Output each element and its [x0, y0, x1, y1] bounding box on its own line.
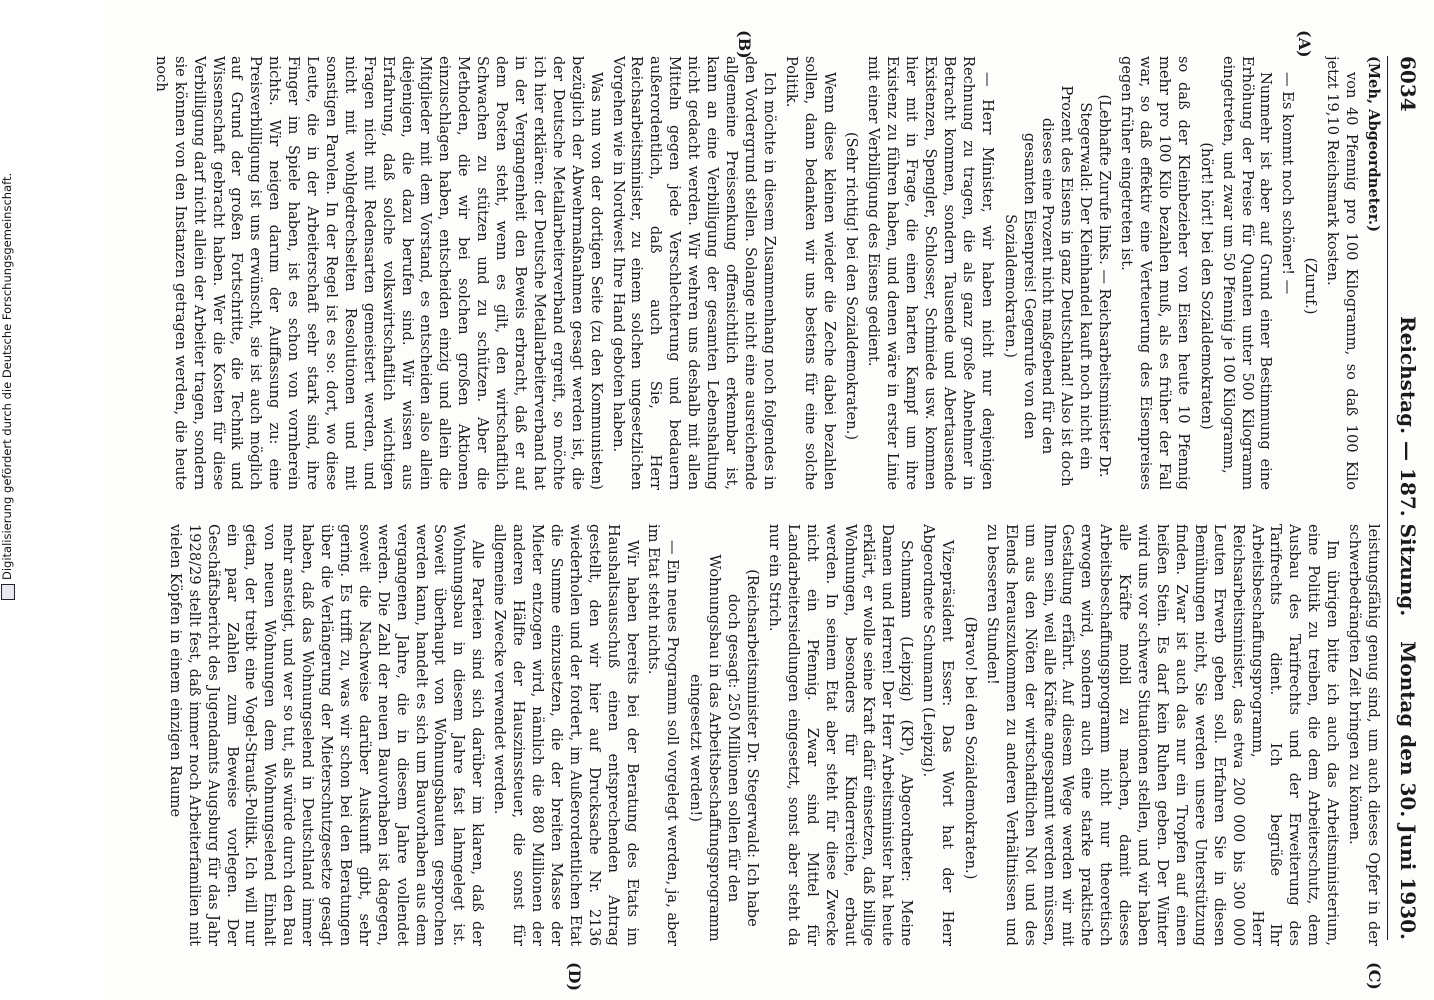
- paragraph: leistungsfähig genug sind, um auch dieses Opfer in der schwerbedrängten Zeit bringen zu können.: [1346, 524, 1382, 946]
- paragraph: Was nun von der dortigen Seite (zu den Kommunisten) bezüglich der Abwehrmaßnahmen gesagt werden ist, die der Deutsche Metallarbeiterverband ergreift, so möchte ich hier erklären: der Deutsche Metallarbeiterverband hat in der Vergangenheit den Beweis erbracht, daß er auf dem Posten steht, wenn es gilt, den wirtschaftlich Schwachen zu stützen und zu schützen. Aber die Methoden, die wir bei solchen großen Aktionen einzuschlagen haben, entscheiden einzig und allein die Mitglieder mit dem Vorstand, es entscheiden also allein diejenigen, die dazu berufen sind. Wir wissen aus Erfahrung, daß solche volkswirtschaftlich wichtigen Fragen nicht mit Redensarten gemeistert werden, und nicht mit wohlgedrechselten Resolutionen und mit sonstigen Parolen. In der Regel ist es so: dort, wo diese Leute, die in der Arbeiterschaft sehr stark sind, ihre Finger im Spiele haben, ist es schon von vornherein nichts. Wir neigen darum der Auffassung zu: eine Preisverbilligung ist uns erwünscht, sie ist auch möglich auf Grund der großen Fortschritte, die Technik und Wissenschaft gebracht haben. Wer die Kosten für diese Verbilligung darf nicht allein der Arbeiter tragen, sondern sie können von den Instanzen getragen werden, die heute noch: [152, 56, 605, 490]
- margin-marker-a: (A): [1295, 30, 1314, 58]
- right-column: [114, 524, 1382, 946]
- reaction: (Sehr richtig! bei den Sozialdemokraten.): [843, 131, 861, 441]
- margin-marker-b: (B): [735, 30, 754, 59]
- paragraph: Wir haben bereits bei der Beratung des Etats im Haushaltsausschuß einen entsprechenden Antrag gestellt, den wir hier auf Drucksache Nr. 2136 wiederholen und der fordert, im Außerordentlichen Etat die Summe einzusetzen, die der breiten Masse der Mieter entzogen wird, nämlich die 880 Millionen der anderen Hälfte der Hauszinssteuer, die sonst für allgemeine Zwecke verwendet werden.: [491, 524, 641, 946]
- session-title: Reichstag. — 187. Sitzung.: [1396, 316, 1420, 617]
- paragraph: Im übrigen bitte ich auch das Arbeitsministerium, eine Politik zu treiben, die dem Arbeiterschutz, dem Ausbau des Tarifrechts und der Erweiterung des Tarifrechts dient. Ich begrüße Ihr Arbeitsbeschaffungsprogramm, Herr Reichsarbeitsminister, das etwa 200 000 bis 300 000 Leuten Erwerb geben soll. Erfahren Sie in diesen Bemühungen nicht, Sie werden unsere Unterstützung finden. Zwar ist auch das nur ein Tropfen auf einen heißen Stein. Es darf kein Ruhen geben. Der Winter wird uns vor schwere Situationen stellen, und wir haben alle Kräfte mobil zu machen, damit dieses Arbeitsbeschaffungsprogramm nicht nur theoretisch erwogen wird, sondern auch eine starke praktische Gestaltung erfährt. Auf diesem Wege werden wir mit Ihnen sein, weil alle Kräfte angespannt werden müssen, um aus den Nöten der wirtschaftlichen Not und des Elends herauszukommen zu anderen Verhältnissen und zu besseren Stunden!: [983, 524, 1342, 946]
- paragraph: Vizepräsident Esser: Das Wort hat der Herr Abgeordnete Schumann (Leipzig).: [920, 524, 957, 946]
- page-header: [1387, 56, 1428, 940]
- page-number: 6034: [1396, 56, 1420, 112]
- paragraph: — Es kommt noch schöner! —: [1279, 72, 1297, 295]
- paragraph: von 40 Pfennig pro 100 Kilogramm, so daß 100 Kilo jetzt 19,10 Reichsmark kosten.: [1324, 56, 1361, 490]
- reaction: (Reichsarbeitsminister Dr. Stegerwald: Ich habe doch gesagt: 250 Millionen sollen für den Wohnungsbau in das Arbeitsbeschaffungsprogramm eingesetzt werden!): [687, 554, 761, 942]
- reaction: (Bravo! bei den Sozialdemokraten.): [961, 616, 979, 880]
- reaction: (Lebhafte Zurufe links. — Reichsarbeitsminister Dr. Stegerwald: Der Kleinhandel kauft noch nicht ein Prozent des Eisens in ganz Deutschland! Also ist doch dieses eine Prozent nicht maßgebend für den gesamten Eisenpreis! Gegenrufe von den Sozialdemokraten.): [1001, 85, 1114, 487]
- paragraph: so daß der Kleinbezieher von Eisen heute 10 Pfennig mehr pro 100 Kilo bezahlen muß, als es früher der Fall war, so daß effektiv eine Verteuerung des Eisenpreises gegen früher eingetreten ist.: [1118, 56, 1192, 490]
- paragraph: Nunmehr ist aber auf Grund einer Bestimmung eine Erhöhung der Preise für Quanten unter 500 Kilogramm eingetreten, und zwar um 50 Pfennig je 100 Kilogramm,: [1219, 56, 1275, 490]
- credit-text: Digitalisierung gefördert durch die Deutsche Forschungsgemeinschaft.: [0, 172, 14, 580]
- paragraph: Wenn diese kleinen wieder die Zeche dabei bezahlen sollen, dann bedanken wir uns bestens für eine solche Politik.: [782, 56, 838, 490]
- speaker-line: (Meh, Abgeordneter.): [1365, 56, 1382, 233]
- left-column: [114, 56, 1382, 490]
- dfg-logo-icon: [1, 584, 15, 600]
- paragraph: — Ein neues Programm soll vorgelegt werden, ja, aber im Etat steht nichts.: [645, 524, 682, 946]
- paragraph: — Herr Minister, wir haben nicht nur denjenigen Rechnung zu tragen, die als ganz große Abnehmer in Betracht kommen, sondern Tausende und Abertausende Existenzen, Spengler, Schlosser, Schmiede usw. kommen hier mit in Frage, die einen harten Kampf um ihre Existenz zu führen haben, und denen wäre in erster Linie mit einer Verbilligung des Eisens gedient.: [865, 56, 996, 490]
- session-date: Montag den 30. Juni 1930.: [1396, 641, 1420, 940]
- margin-marker-d: (D): [565, 962, 584, 992]
- paragraph: Schumann (Leipzig) (KP), Abgeordneter: Meine Damen und Herren! Der Herr Arbeitsminister hat heute erklärt, er wolle seine Kraft dafür einsetzen, daß billige Wohnungen, besonders für Kinderreiche, erbaut werden. In seinem Etat aber steht für diese Zwecke nicht ein Pfennig. Zwar sind Mittel für Landarbeitersiedlungen eingesetzt, sonst aber steht da nur ein Strich.: [765, 524, 916, 946]
- digitization-credit: [0, 172, 18, 600]
- margin-marker-c: (C): [1365, 962, 1384, 990]
- reaction: (hört! hört! bei den Sozialdemokraten): [1197, 142, 1215, 430]
- reaction: (Zuruf.): [1302, 257, 1320, 315]
- paragraph: Alle Parteien sind sich darüber im klaren, daß der Wohnungsbau in diesem Jahre fast lahmgelegt ist. Soweit überhaupt von Wohnungsbauten gesprochen werden kann, handelt es sich um Bauvorhaben aus dem vergangenen Jahre, die in diesem Jahre vollendet werden. Die Zahl der neuen Bauvorhaben ist dagegen, soweit die Nachweise darüber Auskunft gibt, sehr gering. Es trifft zu, was wir schon bei den Beratungen über die Verlängerung der Mieterschutzgesetze gesagt haben, daß das Wohnungselend in Deutschland immer mehr ansteigt, und wer so tut, als würde durch den Bau von neuen Wohnungen dem Wohnungselend Einhalt getan, der treibt eine Vogel-Strauß-Politik. Ich will nur ein paar Zahlen zum Beweise vorlegen. Der Geschäftsbericht des Jugendamts Augsburg für das Jahr 1928/29 stellt fest, daß immer noch Arbeiterfamilien mit vielen Köpfen in einem einzigen Raume: [166, 524, 487, 946]
- paragraph: Ich möchte in diesem Zusammenhang noch folgendes in den Vordergrund stellen. Solange nicht eine ausreichende allgemeine Preissenkung offensichtlich erkennbar ist, kann an eine Verbilligung der gesamten Lebenshaltung nicht gedacht werden. Wir wehren uns deshalb mit allen Mitteln gegen jede Verschlechterung und bedauern außerordentlich, daß auch Sie, Herr Reichsarbeitsminister, zu einem solchen ungesetzlichen Vorgehen wie in Nordwest Ihre Hand geboten haben.: [609, 56, 778, 490]
- document-page: [104, 0, 1434, 1000]
